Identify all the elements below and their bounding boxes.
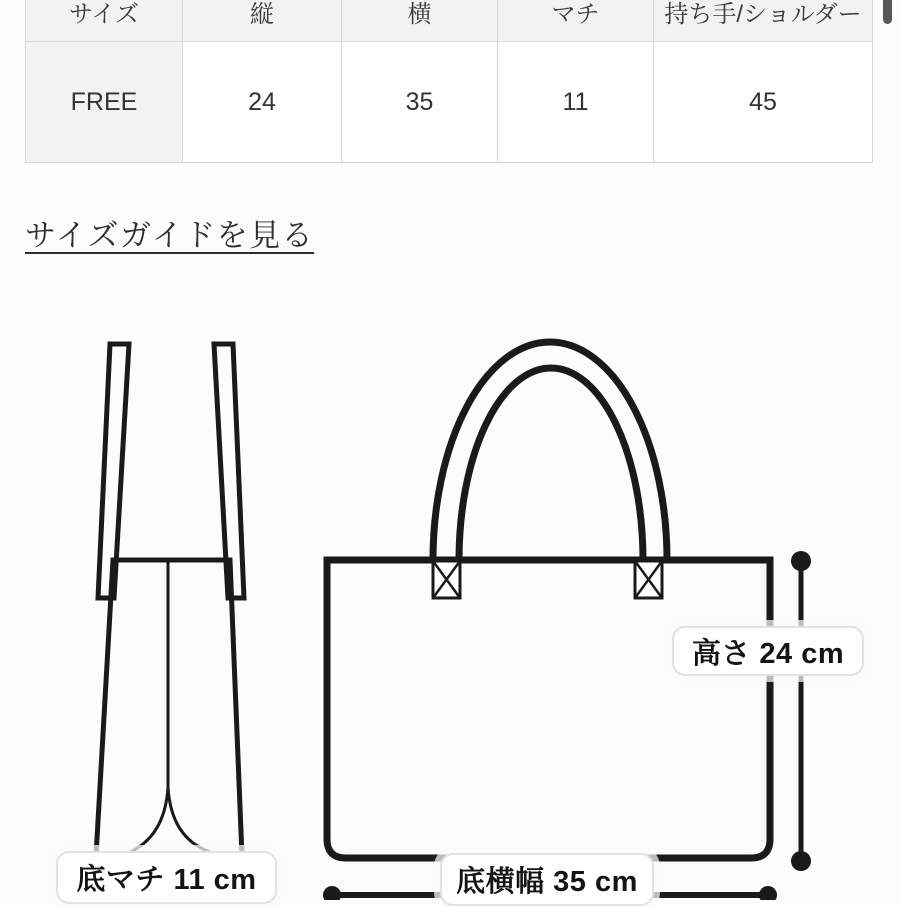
handle-stitch-left	[433, 561, 460, 598]
bag-side-view	[96, 344, 244, 856]
size-table-header-gusset: マチ	[498, 0, 654, 42]
bottom-gusset-dimension-label: 底マチ 11 cm	[56, 851, 277, 904]
height-dimension-label: 高さ 24 cm	[672, 626, 864, 676]
size-table-header-height: 縦	[183, 0, 342, 42]
size-table-cell-width: 35	[342, 42, 498, 163]
size-table-header-size: サイズ	[26, 0, 183, 42]
size-table-cell-handle: 45	[654, 42, 873, 163]
handle-stitch-right	[635, 561, 662, 598]
bag-side-gusset-curve-right	[168, 787, 210, 852]
size-table-cell-height: 24	[183, 42, 342, 163]
size-table-cell-size: FREE	[26, 42, 183, 163]
size-guide-link[interactable]: サイズガイドを見る	[25, 218, 315, 253]
bag-front-view	[327, 342, 770, 858]
bag-side-gusset-curve-left	[126, 787, 168, 854]
size-table-header-handle: 持ち手/ショルダー	[654, 0, 873, 42]
bag-handle-inner-arc	[459, 368, 643, 560]
size-table-cell-gusset: 11	[498, 42, 654, 163]
size-table-header-width: 横	[342, 0, 498, 42]
bag-front-body-outline	[327, 560, 770, 858]
bottom-width-dimension-label: 底横幅 35 cm	[440, 853, 654, 906]
bag-handle-outer-arc	[433, 342, 667, 560]
height-measure-line	[791, 551, 811, 871]
